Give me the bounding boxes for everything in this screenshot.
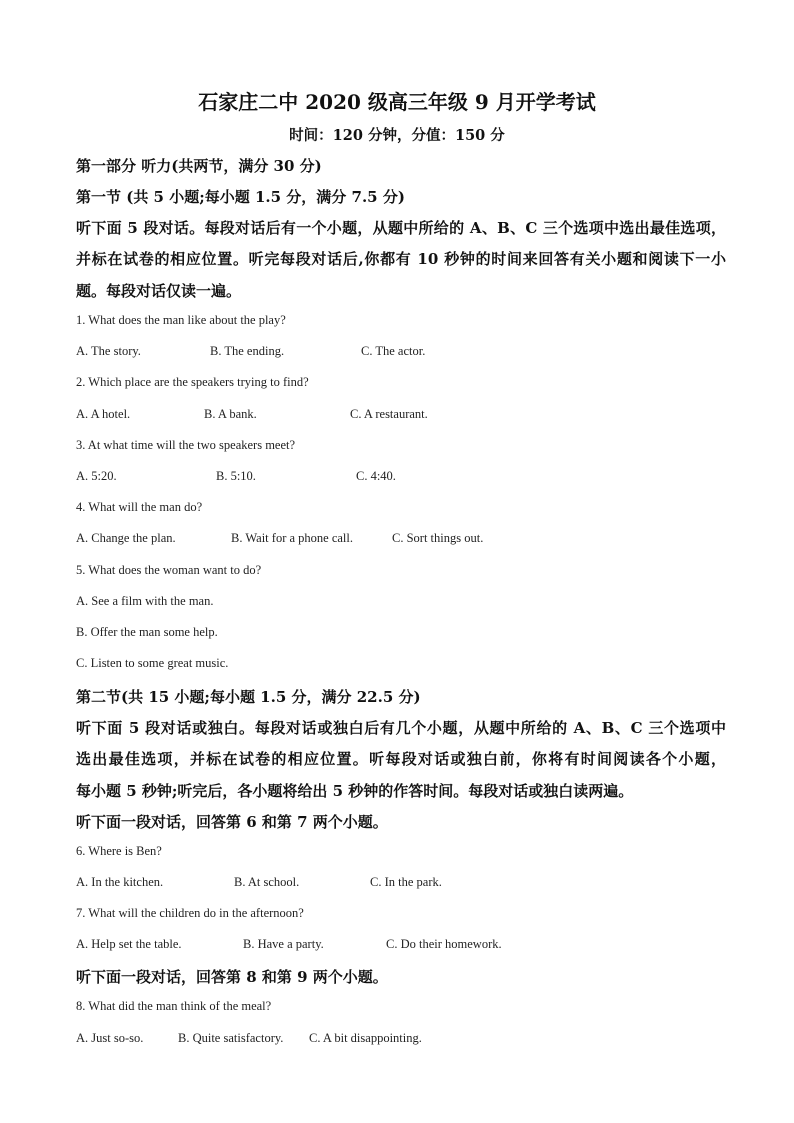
group-heading-q6-q7: 听下面一段对话，回答第 6 和第 7 两个小题。 — [76, 813, 388, 831]
section2-heading: 第二节(共 15 小题;每小题 1.5 分，满分 22.5 分) — [76, 688, 421, 706]
q6-option-b: B. At school. — [234, 875, 300, 889]
q1-option-b: B. The ending. — [210, 344, 285, 358]
q7-option-c: C. Do their homework. — [386, 937, 502, 951]
q2-option-c: C. A restaurant. — [350, 407, 428, 421]
q3-option-a: A. 5:20. — [76, 469, 117, 483]
q1-option-c: C. The actor. — [361, 344, 426, 358]
q5-option-a: A. See a film with the man. — [76, 594, 214, 608]
question-8: 8. What did the man think of the meal? — [76, 999, 272, 1013]
question-5: 5. What does the woman want to do? — [76, 563, 262, 577]
question-7: 7. What will the children do in the afternoon? — [76, 906, 304, 920]
question-2: 2. Which place are the speakers trying to find? — [76, 375, 309, 389]
q1-option-a: A. The story. — [76, 344, 141, 358]
q3-option-b: B. 5:10. — [216, 469, 256, 483]
section2-instruction-line: 每小题 5 秒钟;听完后，各小题将给出 5 秒钟的作答时间。每段对话或独白读两遍。 — [76, 782, 634, 800]
section1-instruction-line: 题。每段对话仅读一遍。 — [76, 282, 242, 300]
q4-option-b: B. Wait for a phone call. — [231, 531, 353, 545]
section1-instruction-line: 并标在试卷的相应位置。听完每段对话后,你都有 10 秒钟的时间来回答有关小题和阅读下一小 — [76, 250, 726, 268]
q8-option-b: B. Quite satisfactory. — [178, 1031, 284, 1045]
q2-option-b: B. A bank. — [204, 407, 257, 421]
section1-instruction-line: 听下面 5 段对话。每段对话后有一个小题，从题中所给的 A、B、C 三个选项中选出最佳选项， — [76, 219, 726, 237]
q2-option-a: A. A hotel. — [76, 407, 131, 421]
q4-option-a: A. Change the plan. — [76, 531, 176, 545]
q4-option-c: C. Sort things out. — [392, 531, 484, 545]
q6-option-c: C. In the park. — [370, 875, 442, 889]
question-6: 6. Where is Ben? — [76, 844, 162, 858]
section1-heading: 第一节 (共 5 小题;每小题 1.5 分，满分 7.5 分) — [76, 188, 405, 206]
group-heading-q8-q9: 听下面一段对话，回答第 8 和第 9 两个小题。 — [76, 968, 388, 986]
section2-instruction-line: 听下面 5 段对话或独白。每段对话或独白后有几个小题，从题中所给的 A、B、C 三个选项中 — [76, 719, 726, 737]
q3-option-c: C. 4:40. — [356, 469, 396, 483]
q7-option-a: A. Help set the table. — [76, 937, 182, 951]
question-4: 4. What will the man do? — [76, 500, 203, 514]
q5-option-b: B. Offer the man some help. — [76, 625, 218, 639]
q8-option-a: A. Just so-so. — [76, 1031, 144, 1045]
question-1: 1. What does the man like about the play? — [76, 313, 286, 327]
exam-subtitle: 时间：120 分钟，分值：150 分 — [289, 127, 505, 144]
question-3: 3. At what time will the two speakers meet? — [76, 438, 296, 452]
part1-heading: 第一部分 听力(共两节，满分 30 分) — [76, 157, 322, 175]
q8-option-c: C. A bit disappointing. — [309, 1031, 422, 1045]
q7-option-b: B. Have a party. — [243, 937, 324, 951]
q5-option-c: C. Listen to some great music. — [76, 656, 229, 670]
section2-instruction-line: 选出最佳选项，并标在试卷的相应位置。听每段对话或独白前，你将有时间阅读各个小题， — [76, 750, 726, 768]
exam-title: 石家庄二中 2020 级高三年级 9 月开学考试 — [198, 90, 596, 114]
q6-option-a: A. In the kitchen. — [76, 875, 164, 889]
